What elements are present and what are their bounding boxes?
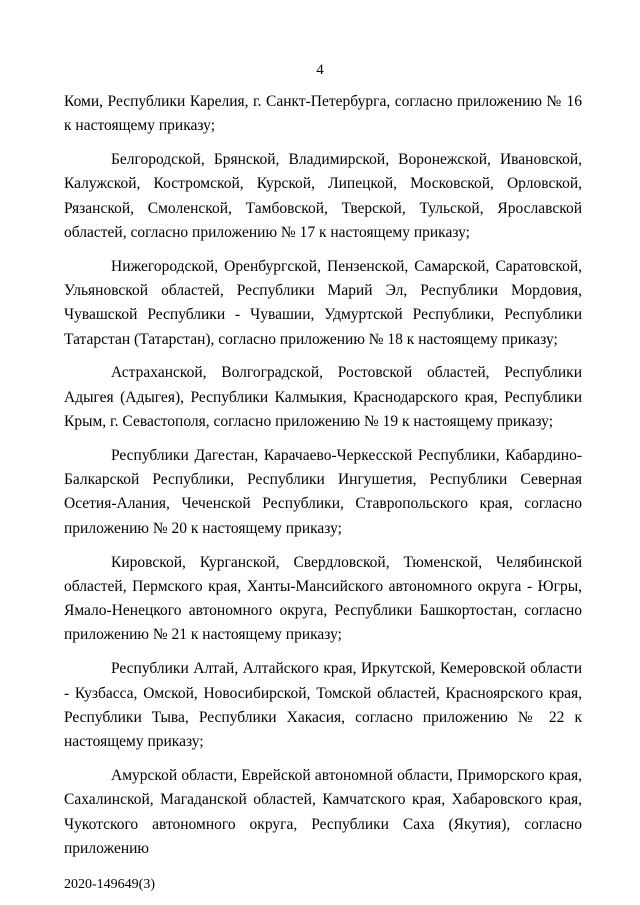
paragraph-appendix-22: Республики Алтай, Алтайского края, Иркутской, Кемеровской области - Кузбасса, Омской, Новосибирской, Томской областей, Красноярского края, Республики Тыва, Республики Хакасия, согласно приложению № 22 к настоящему приказу; — [64, 660, 582, 751]
paragraph-appendix-20: Республики Дагестан, Карачаево-Черкесской Республики, Кабардино-Балкарской Республики, Республики Ингушетия, Республики Северная Осетия-Алания, Чеченской Республики, Ставропольского края, согласно приложению № 20 к настоящему приказу; — [64, 446, 582, 537]
body-text — [64, 90, 582, 871]
paragraph-appendix-16: Коми, Республики Карелия, г. Санкт-Петербурга, согласно приложению № 16 к настоящему приказу; — [64, 93, 582, 135]
document-code: 2020-149649(3) — [64, 877, 155, 892]
paragraph-far-east: Амурской области, Еврейской автономной области, Приморского края, Сахалинской, Магаданской областей, Камчатского края, Хабаровского края, Чукотского автономного округа, Республики Саха (Якутия), согласно приложению — [64, 766, 582, 857]
page-number: 4 — [316, 62, 324, 78]
paragraph-appendix-21: Кировской, Курганской, Свердловской, Тюменской, Челябинской областей, Пермского края, Ханты-Мансийского автономного округа - Югры, Ямало-Ненецкого автономного округа, Республики Башкортостан, согласно приложению № 21 к настоящему приказу; — [64, 553, 582, 644]
paragraph-appendix-18: Нижегородской, Оренбургской, Пензенской, Самарской, Саратовской, Ульяновской областей, Республики Марий Эл, Республики Мордовия, Чувашской Республики - Чувашии, Удмуртской Республики, Республики Татарстан (Татарстан), согласно приложению № 18 к настоящему приказу; — [64, 257, 582, 348]
paragraph-appendix-19: Астраханской, Волгоградской, Ростовской областей, Республики Адыгея (Адыгея), Республики Калмыкия, Краснодарского края, Республики Крым, г. Севастополя, согласно приложению № 19 к настоящему приказу; — [64, 364, 582, 431]
paragraph-appendix-17: Белгородской, Брянской, Владимирской, Воронежской, Ивановской, Калужской, Костромской, Курской, Липецкой, Московской, Орловской, Рязанской, Смоленской, Тамбовской, Тверской, Тульской, Ярославской областей, согласно приложению № 17 к настоящему приказу; — [64, 151, 582, 241]
